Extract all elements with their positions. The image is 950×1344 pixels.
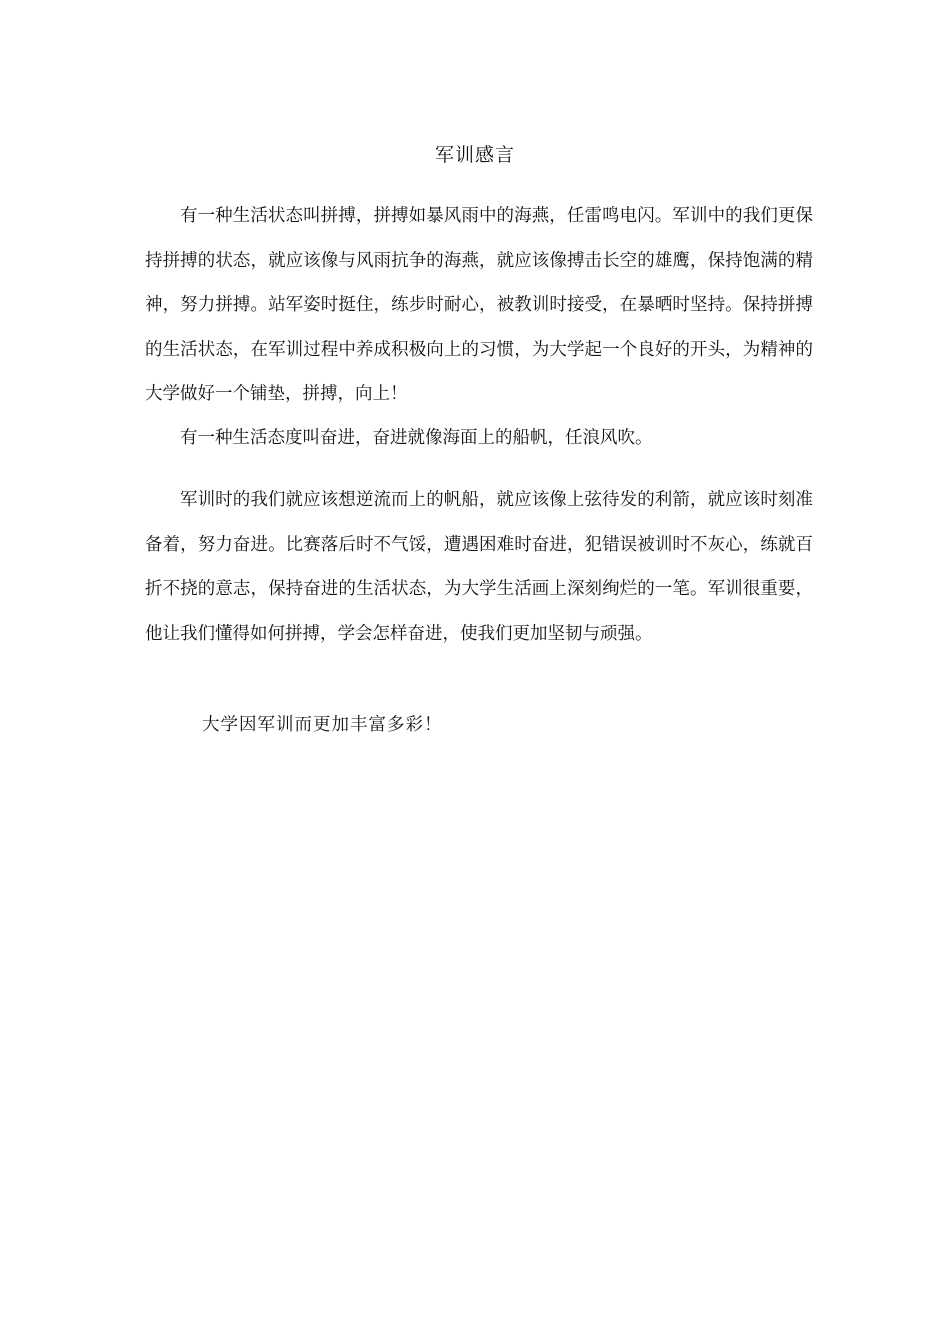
paragraph-strive-intro: 有一种生活态度叫奋进，奋进就像海面上的船帆，任浪风吹。 [180, 428, 653, 448]
paragraph-closing: 大学因军训而更加丰富多彩！ [202, 715, 443, 735]
paragraph-strive: 军训时的我们就应该想逆流而上的帆船，就应该像上弦待发的利箭，就应该时刻准备着，努力奋进。比赛落后时不气馁，遭遇困难时奋进，犯错误被训时不灰心，练就百折不挠的意志，保持奋进的生活状态，为大学生活画上深刻绚烂的一笔。军训很重要，他让我们懂得如何拼搏，学会怎样奋进，使我们更加坚韧与顽强。 [145, 490, 813, 644]
paragraph-struggle: 有一种生活状态叫拼搏，拼搏如暴风雨中的海燕，任雷鸣电闪。军训中的我们更保持拼搏的状态，就应该像与风雨抗争的海燕，就应该像搏击长空的雄鹰，保持饱满的精神，努力拼搏。站军姿时挺住，练步时耐心，被教训时接受，在暴晒时坚持。保持拼搏的生活状态，在军训过程中养成积极向上的习惯，为大学起一个良好的开头，为精神的大学做好一个铺垫，拼搏，向上！ [145, 206, 813, 404]
document-title: 军训感言 [434, 144, 515, 166]
